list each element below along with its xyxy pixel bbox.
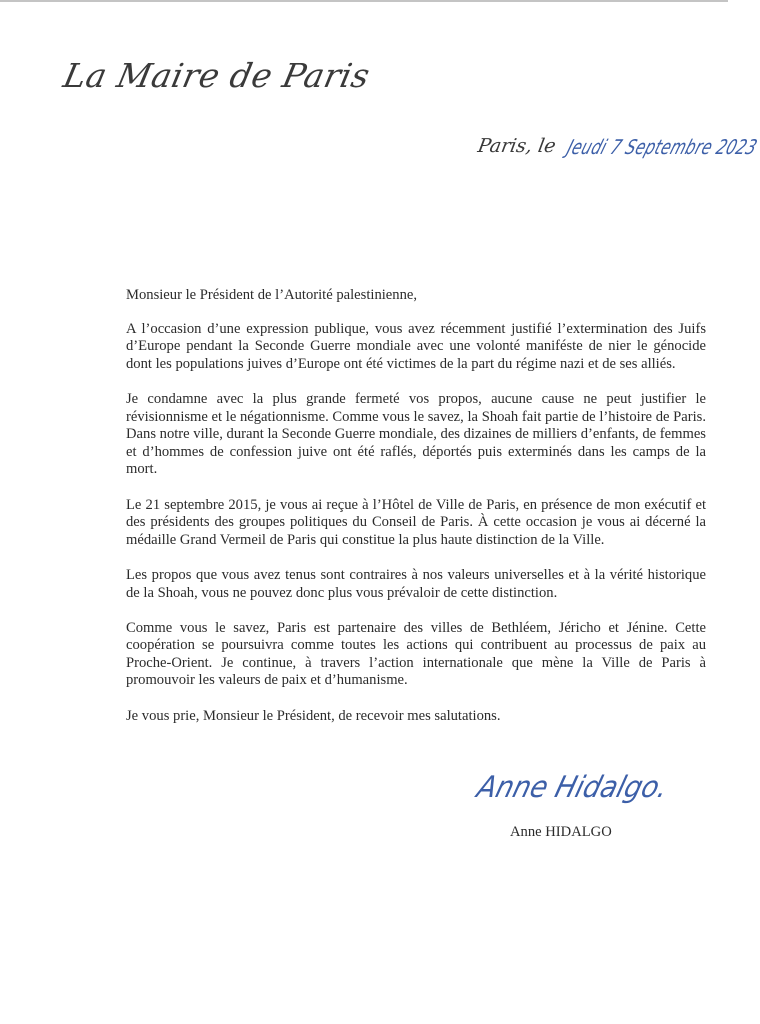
dateline (476, 134, 760, 160)
handwritten-signature: Anne Hidalgo. (473, 770, 672, 805)
letter-body (126, 287, 706, 743)
letter-salutation: Monsieur le Président de l’Autorité palestinienne, (126, 287, 417, 303)
letter-paragraph: A l’occasion d’une expression publique, vous avez récemment justifié l’extermination des Juifs d’Europe pendant la Seconde Guerre mondiale avec une volonté maniféste de nier le génocide dont les populations juives d’Europe ont été victimes de la part du régime nazi et de ses alliés. (126, 320, 706, 372)
page-top-edge (0, 0, 728, 2)
letter-paragraph: Le 21 septembre 2015, je vous ai reçue à l’Hôtel de Ville de Paris, en présence de mon exécutif et des présidents des groupes politiques du Conseil de Paris. À cette occasion je vous ai décerné la médaille Grand Vermeil de Paris qui constitue la plus haute distinction de la Ville. (126, 496, 706, 548)
letter-paragraph: Les propos que vous avez tenus sont contraires à nos valeurs universelles et à la vérité historique de la Shoah, vous ne pouvez donc plus vous prévaloir de cette distinction. (126, 566, 706, 601)
date-place: Paris, le (476, 135, 558, 157)
letter-closing: Je vous prie, Monsieur le Président, de recevoir mes salutations. (126, 707, 501, 724)
handwritten-date: Jeudi 7 Septembre 2023 (563, 134, 760, 160)
signer-name: Anne HIDALGO (510, 824, 612, 840)
letterhead: La Maire de Paris (60, 56, 374, 95)
letter-paragraph: Je condamne avec la plus grande fermeté vos propos, aucune cause ne peut justifier le révisionnisme et le négationnisme. Comme vous le savez, la Shoah fait partie de l’histoire de Paris. Dans notre ville, durant la Seconde Guerre mondiale, des dizaines de milliers d’enfants, de femmes et d’hommes de confession juive ont été raflés, déportés puis exterminés dans les camps de la mort. (126, 390, 706, 478)
letter-paragraph: Comme vous le savez, Paris est partenaire des villes de Bethléem, Jéricho et Jénine. Cette coopération se poursuivra comme toutes les actions qui contribuent au processus de paix au Proche-Orient. Je continue, à travers l’action internationale que mène la Ville de Paris à promouvoir les valeurs de paix et d’humanisme. (126, 619, 706, 689)
